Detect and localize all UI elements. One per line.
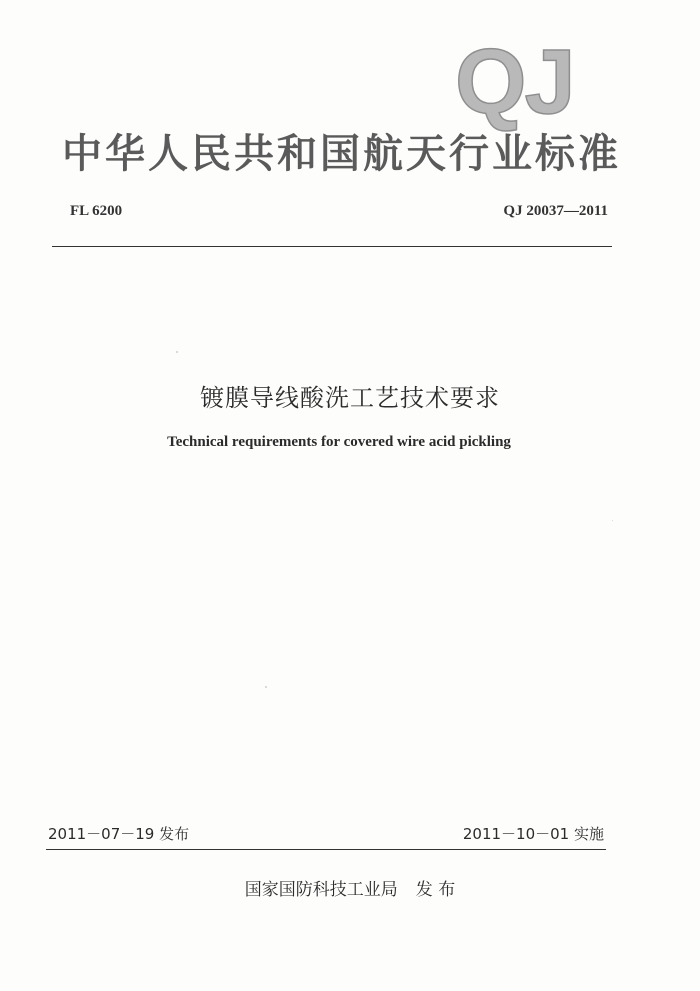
standard-number: QJ 20037—2011 bbox=[503, 203, 608, 219]
header-divider bbox=[52, 246, 612, 247]
publisher-name: 国家国防科技工业局 bbox=[244, 880, 398, 900]
footer-divider bbox=[46, 849, 606, 850]
scan-speck bbox=[612, 520, 613, 521]
publish-label: 发 布 bbox=[415, 880, 456, 900]
implementation-date: 2011－10－01 实施 bbox=[462, 825, 604, 843]
document-title-chinese: 镀膜导线酸洗工艺技术要求 bbox=[200, 384, 500, 412]
qj-logo: QJ bbox=[455, 31, 574, 133]
organization-title: 中华人民共和国航天行业标准 bbox=[62, 131, 621, 177]
publisher-line bbox=[0, 875, 700, 900]
scan-speck bbox=[265, 686, 267, 688]
scan-speck bbox=[176, 351, 178, 353]
classification-code: FL 6200 bbox=[70, 203, 123, 219]
document-title-english: Technical requirements for covered wire acid pickling bbox=[167, 434, 511, 450]
issue-date: 2011－07－19 发布 bbox=[48, 825, 190, 843]
